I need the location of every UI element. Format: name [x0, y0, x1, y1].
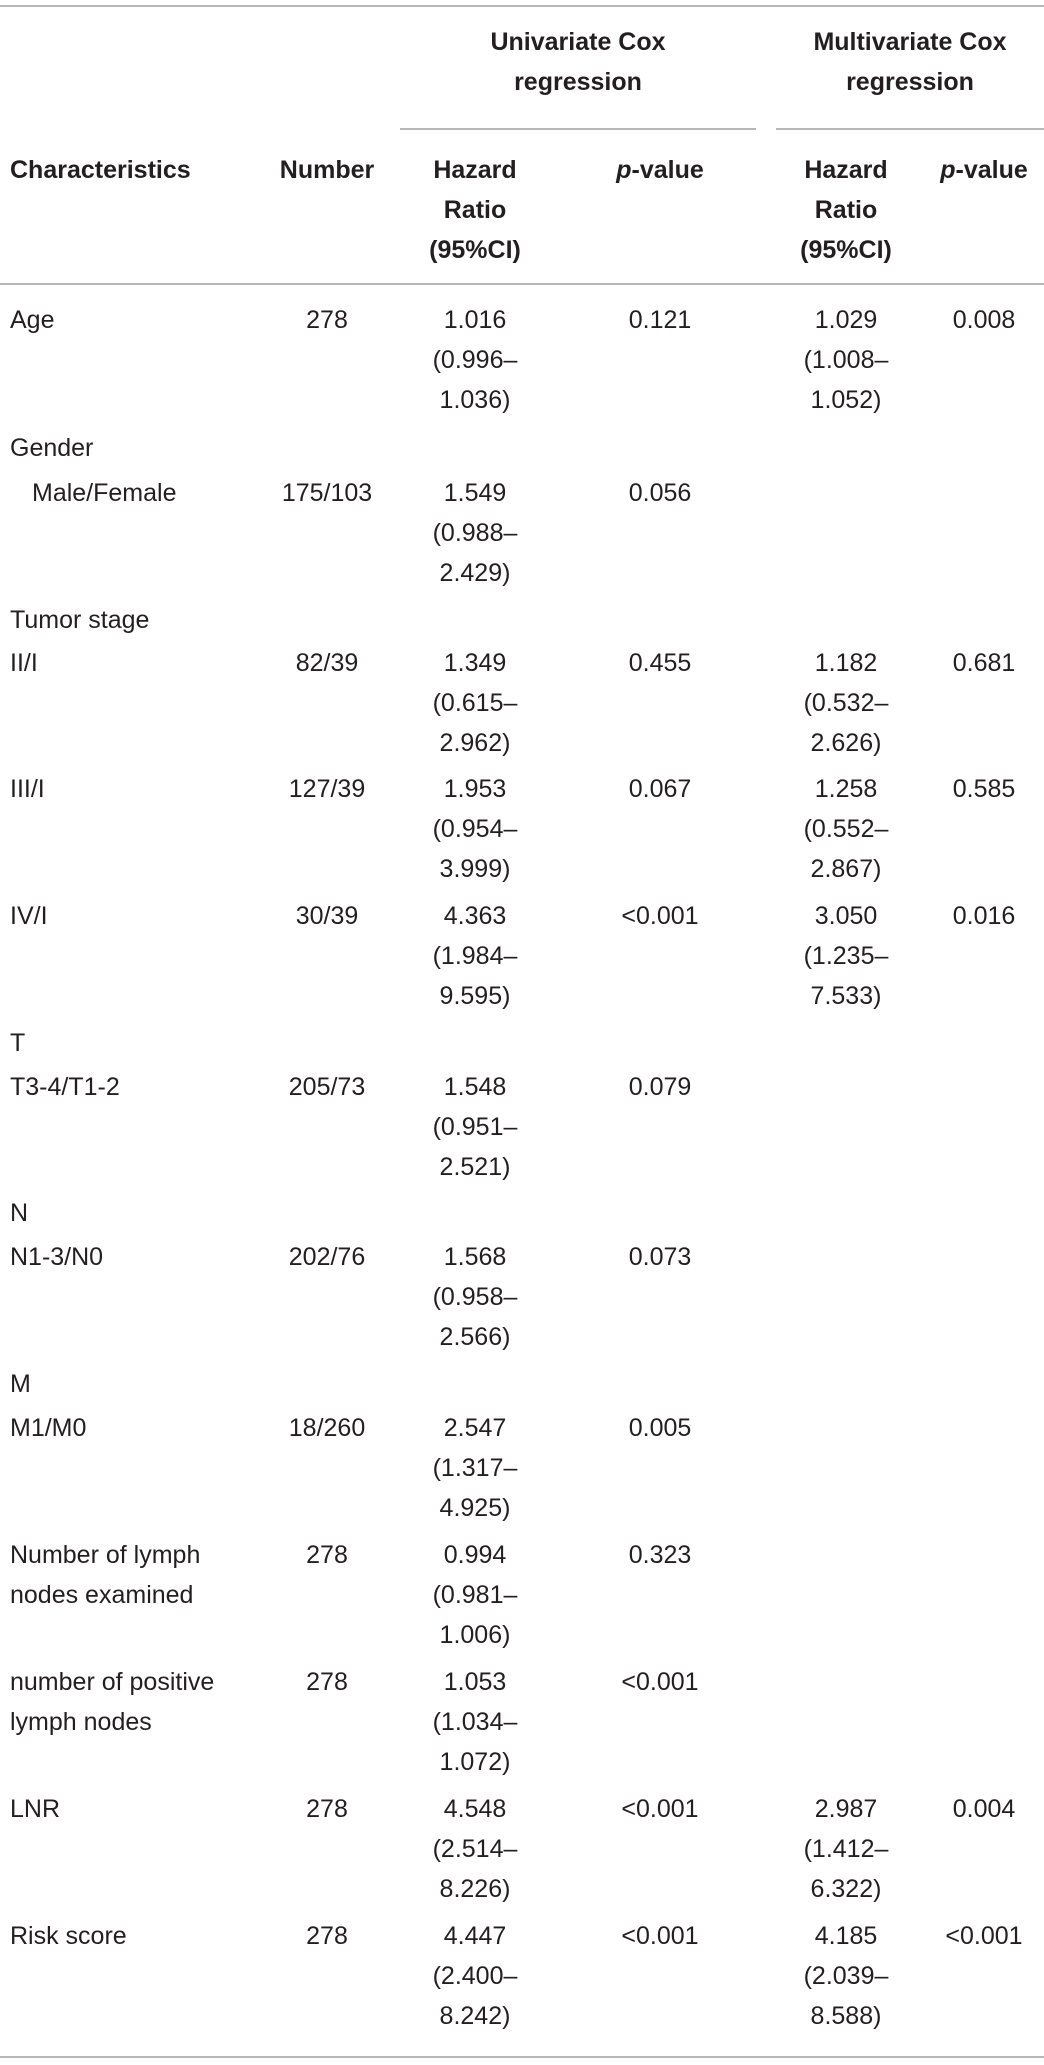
row-label: III/I — [10, 775, 45, 803]
multi-p-cell: 0.681 — [952, 649, 1016, 677]
row-label: M1/M0 — [10, 1414, 87, 1442]
bottom-rule — [0, 2056, 1044, 2058]
univariate-header: Univariate Cox regression — [490, 28, 666, 96]
univariate-underline — [400, 128, 756, 130]
header-rule — [0, 283, 1044, 285]
multi-hr-cell: 1.029 (1.008– 1.052) — [803, 306, 889, 414]
number-cell: 205/73 — [288, 1073, 366, 1101]
uni-p-cell: <0.001 — [621, 1922, 699, 1950]
uni-p-cell: 0.455 — [628, 649, 692, 677]
uni-hr-cell: 1.953 (0.954– 3.999) — [432, 775, 518, 883]
group-label: T — [10, 1029, 26, 1057]
uni-p-cell: 0.005 — [628, 1414, 692, 1442]
number-cell: 18/260 — [288, 1414, 366, 1442]
uni-p-cell: <0.001 — [621, 1668, 699, 1696]
multi-p-cell: 0.004 — [952, 1795, 1016, 1823]
uni-hr-cell: 1.549 (0.988– 2.429) — [432, 479, 518, 587]
row-label: II/I — [10, 649, 38, 677]
uni-p-cell: 0.121 — [628, 306, 692, 334]
group-label: Tumor stage — [10, 606, 150, 634]
row-label: Male/Female — [32, 479, 177, 507]
multi-hr-cell: 3.050 (1.235– 7.533) — [803, 902, 889, 1010]
number-cell: 202/76 — [288, 1243, 366, 1271]
uni-p-cell: 0.073 — [628, 1243, 692, 1271]
number-cell: 278 — [306, 1795, 348, 1823]
uni-p-cell: 0.079 — [628, 1073, 692, 1101]
row-label: T3-4/T1-2 — [10, 1073, 120, 1101]
row-label: LNR — [10, 1795, 61, 1823]
number-cell: 278 — [306, 1668, 348, 1696]
uni-hr-cell: 1.568 (0.958– 2.566) — [432, 1243, 518, 1351]
uni-hr-header: Hazard Ratio (95%CI) — [429, 156, 521, 264]
multivariate-underline — [776, 128, 1044, 130]
number-cell: 30/39 — [295, 902, 359, 930]
uni-p-cell: 0.067 — [628, 775, 692, 803]
multi-hr-header: Hazard Ratio (95%CI) — [800, 156, 892, 264]
uni-p-cell: <0.001 — [621, 1795, 699, 1823]
uni-p-header: p-value — [616, 156, 704, 184]
row-label: N1-3/N0 — [10, 1243, 104, 1271]
multi-p-cell: 0.008 — [952, 306, 1016, 334]
uni-hr-cell: 4.363 (1.984– 9.595) — [432, 902, 518, 1010]
group-label: M — [10, 1370, 31, 1398]
uni-hr-cell: 4.548 (2.514– 8.226) — [432, 1795, 518, 1903]
number-cell: 82/39 — [295, 649, 359, 677]
row-label: Number of lymph nodes examined — [10, 1541, 201, 1609]
row-label: IV/I — [10, 902, 48, 930]
row-label: Risk score — [10, 1922, 127, 1950]
uni-hr-cell: 4.447 (2.400– 8.242) — [432, 1922, 518, 2030]
multi-p-cell: <0.001 — [945, 1922, 1023, 1950]
row-label: number of positive lymph nodes — [10, 1668, 215, 1736]
uni-p-cell: 0.056 — [628, 479, 692, 507]
top-rule — [0, 5, 1044, 7]
uni-hr-cell: 2.547 (1.317– 4.925) — [432, 1414, 518, 1522]
group-label: Gender — [10, 434, 94, 462]
number-cell: 278 — [306, 1922, 348, 1950]
uni-p-cell: <0.001 — [621, 902, 699, 930]
uni-hr-cell: 1.349 (0.615– 2.962) — [432, 649, 518, 757]
multivariate-header: Multivariate Cox regression — [813, 28, 1007, 96]
number-cell: 278 — [306, 306, 348, 334]
multi-p-cell: 0.016 — [952, 902, 1016, 930]
multi-hr-cell: 1.258 (0.552– 2.867) — [803, 775, 889, 883]
characteristics-header: Characteristics — [10, 156, 191, 184]
multi-p-cell: 0.585 — [952, 775, 1016, 803]
multi-hr-cell: 4.185 (2.039– 8.588) — [803, 1922, 889, 2030]
multi-hr-cell: 1.182 (0.532– 2.626) — [803, 649, 889, 757]
uni-hr-cell: 1.053 (1.034– 1.072) — [432, 1668, 518, 1776]
number-cell: 278 — [306, 1541, 348, 1569]
number-cell: 127/39 — [288, 775, 366, 803]
multi-p-header: p-value — [940, 156, 1028, 184]
multi-hr-cell: 2.987 (1.412– 6.322) — [803, 1795, 889, 1903]
row-label: Age — [10, 306, 55, 334]
uni-hr-cell: 1.548 (0.951– 2.521) — [432, 1073, 518, 1181]
uni-p-cell: 0.323 — [628, 1541, 692, 1569]
number-header: Number — [279, 156, 375, 184]
uni-hr-cell: 1.016 (0.996– 1.036) — [432, 306, 518, 414]
group-label: N — [10, 1199, 29, 1227]
uni-hr-cell: 0.994 (0.981– 1.006) — [432, 1541, 518, 1649]
number-cell: 175/103 — [281, 479, 373, 507]
